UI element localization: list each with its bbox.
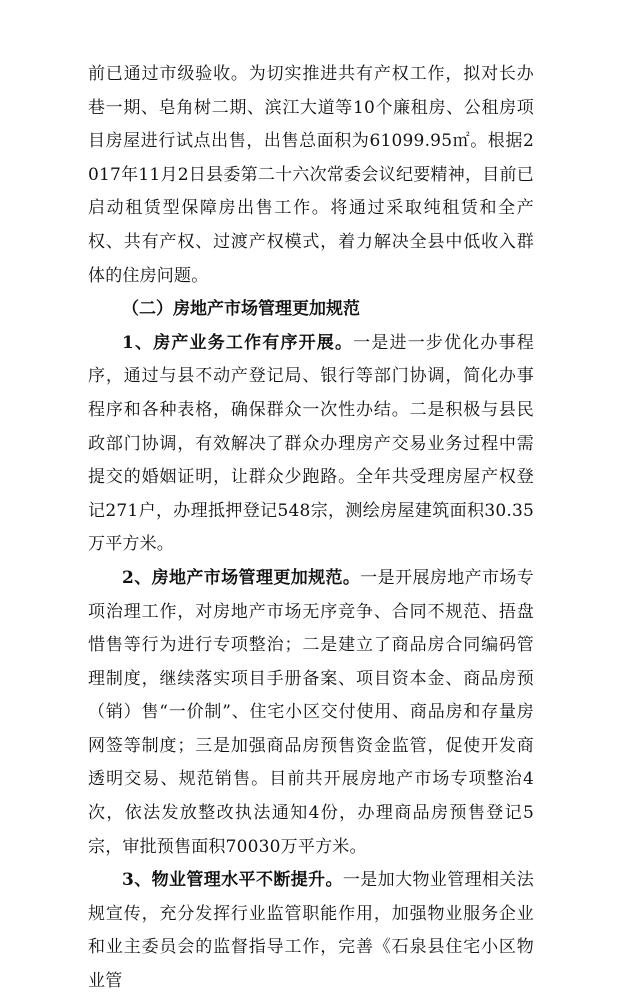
item-1-lead: 1、房产业务工作有序开展。 bbox=[122, 332, 354, 353]
item-3-lead: 3、物业管理水平不断提升。 bbox=[122, 870, 343, 891]
item-2-body: 一是开展房地产市场专项治理工作，对房地产市场无序竞争、合同不规范、捂盘惜售等行为进行专项整治；二是建立了商品房合同编码管理制度，继续落实项目手册备案、项目资本金、商品房预（销）售“一价制”、住宅小区交付使用、商品房和存量房网签等制度；三是加强商品房预售资金监管，促使开发商透明交易、规范销售。目前共开展房地产市场专项整治4次，依法发放整改执法通知4份，办理商品房预售登记5宗，审批预售面积70030万平方米。 bbox=[88, 567, 535, 857]
paragraph-item-3 bbox=[88, 864, 534, 998]
item-3-body: 一是加大物业管理相关法规宣传，充分发挥行业监管职能作用，加强物业服务企业和业主委员会的监督指导工作，完善《石泉县住宅小区物业管 bbox=[88, 870, 535, 992]
item-2-lead: 2、房地产市场管理更加规范。 bbox=[122, 567, 361, 588]
paragraph-item-1 bbox=[88, 327, 534, 562]
item-1-body: 一是进一步优化办事程序，通过与县不动产登记局、银行等部门协调，简化办事程序和各种表格，确保群众一次性办结。二是积极与县民政部门协调，有效解决了群众办理房产交易业务过程中需提交的婚姻证明，让群众少跑路。全年共受理房屋产权登记271户，办理抵押登记548宗，测绘房屋建筑面积30.35万平方米。 bbox=[88, 332, 534, 555]
section-heading: （二）房地产市场管理更加规范 bbox=[122, 299, 360, 320]
document-page bbox=[88, 58, 534, 999]
paragraph-item-2 bbox=[88, 562, 534, 864]
paragraph-continuation: 前已通过市级验收。为切实推进共有产权工作，拟对长办巷一期、皂角树二期、滨江大道等10个廉租房、公租房项目房屋进行试点出售，出售总面积为61099.95㎡。根据2017年11月2日县委第二十六次常委会议纪要精神，目前已启动租赁型保障房出售工作。将通过采取纯租赁和全产权、共有产权、过渡产权模式，着力解决全县中低收入群体的住房问题。 bbox=[88, 64, 534, 286]
